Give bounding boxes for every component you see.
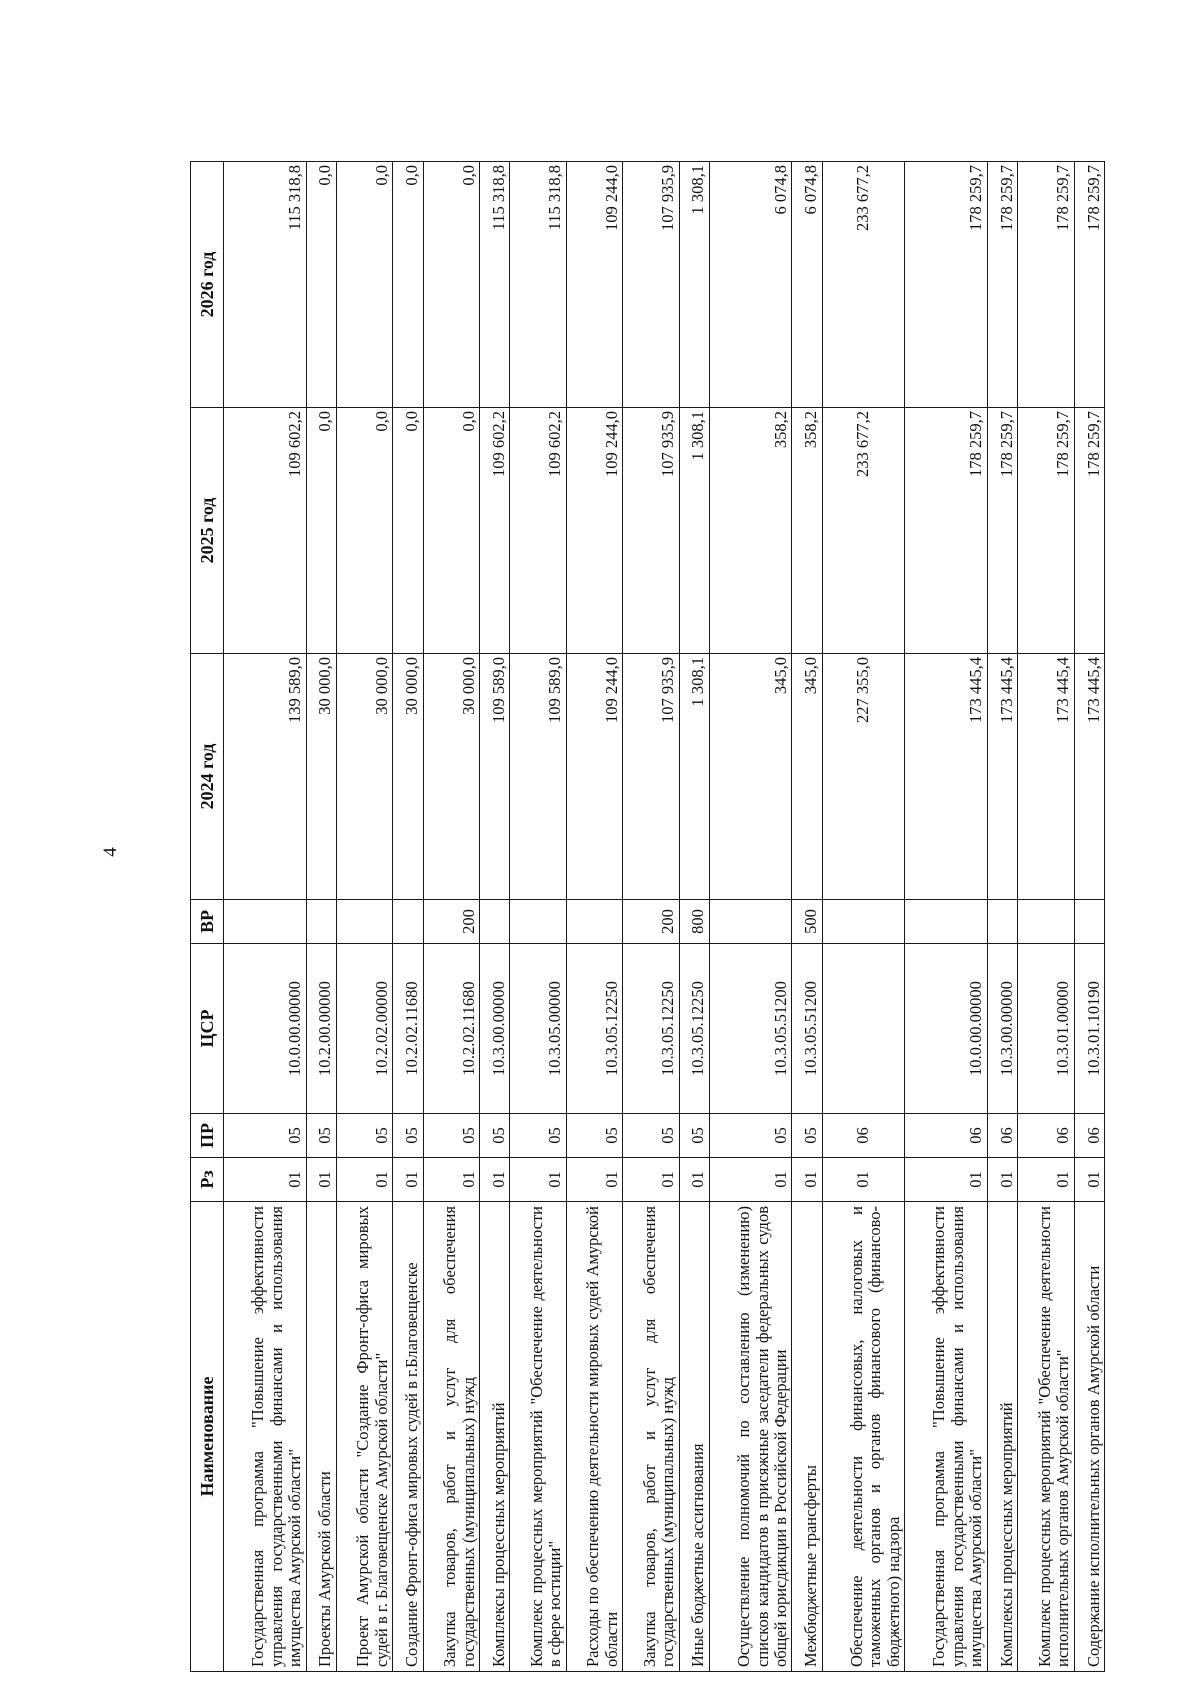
row-vr-cell bbox=[306, 900, 336, 944]
row-vr-cell: 500 bbox=[792, 900, 822, 944]
row-vr-cell bbox=[1018, 900, 1074, 944]
row-2026-cell: 0,0 bbox=[336, 162, 392, 408]
row-name-cell: Создание Фронт-офиса мировых судей в г.Благовещенске bbox=[393, 1202, 423, 1672]
header-name: Наименование bbox=[191, 1202, 224, 1672]
table-container bbox=[190, 162, 1105, 1672]
budget-table bbox=[190, 161, 1105, 1672]
row-2024-cell: 345,0 bbox=[709, 654, 792, 900]
row-2026-cell: 1 308,1 bbox=[679, 162, 709, 408]
row-csr-cell: 10.2.00.00000 bbox=[306, 944, 336, 1114]
row-2025-cell: 233 677,2 bbox=[822, 408, 905, 654]
row-2025-cell: 109 602,2 bbox=[510, 408, 566, 654]
row-pr-cell: 05 bbox=[510, 1114, 566, 1158]
row-2026-cell: 115 318,8 bbox=[510, 162, 566, 408]
row-name-cell: Комплексы процессных мероприятий bbox=[987, 1202, 1017, 1672]
row-rz-cell: 01 bbox=[987, 1158, 1017, 1202]
row-2025-cell: 358,2 bbox=[792, 408, 822, 654]
row-csr-cell: 10.3.05.51200 bbox=[792, 944, 822, 1114]
row-rz-cell: 01 bbox=[423, 1158, 479, 1202]
row-pr-cell: 05 bbox=[709, 1114, 792, 1158]
table-row bbox=[566, 162, 622, 1672]
row-2024-cell: 173 445,4 bbox=[987, 654, 1017, 900]
row-csr-cell bbox=[822, 944, 905, 1114]
header-rz: Рз bbox=[191, 1158, 224, 1202]
table-row bbox=[1074, 162, 1104, 1672]
row-name-cell: Проекты Амурской области bbox=[306, 1202, 336, 1672]
table-row bbox=[306, 162, 336, 1672]
row-name-cell: Содержание исполнительных органов Амурской области bbox=[1074, 1202, 1104, 1672]
row-rz-cell: 01 bbox=[679, 1158, 709, 1202]
table-row bbox=[679, 162, 709, 1672]
row-2024-cell: 227 355,0 bbox=[822, 654, 905, 900]
row-2025-cell: 358,2 bbox=[709, 408, 792, 654]
table-row bbox=[393, 162, 423, 1672]
row-2026-cell: 109 244,0 bbox=[566, 162, 622, 408]
row-2024-cell: 109 589,0 bbox=[480, 654, 510, 900]
table-row bbox=[623, 162, 679, 1672]
row-2026-cell: 178 259,7 bbox=[987, 162, 1017, 408]
row-2026-cell: 0,0 bbox=[393, 162, 423, 408]
row-rz-cell: 01 bbox=[792, 1158, 822, 1202]
row-2026-cell: 178 259,7 bbox=[905, 162, 988, 408]
table-row bbox=[709, 162, 792, 1672]
row-vr-cell bbox=[1074, 900, 1104, 944]
header-vr: ВР bbox=[191, 900, 224, 944]
row-pr-cell: 05 bbox=[679, 1114, 709, 1158]
row-2026-cell: 178 259,7 bbox=[1074, 162, 1104, 408]
row-rz-cell: 01 bbox=[1074, 1158, 1104, 1202]
row-csr-cell: 10.3.05.51200 bbox=[709, 944, 792, 1114]
row-csr-cell: 10.3.05.12250 bbox=[679, 944, 709, 1114]
row-2026-cell: 115 318,8 bbox=[480, 162, 510, 408]
row-2024-cell: 173 445,4 bbox=[905, 654, 988, 900]
page-number: 4 bbox=[100, 847, 121, 857]
row-pr-cell: 06 bbox=[987, 1114, 1017, 1158]
header-2026: 2026 год bbox=[191, 162, 224, 408]
row-name-cell: Комплекс процессных мероприятий "Обеспечение деятельности исполнительных органов Амурской области" bbox=[1018, 1202, 1074, 1672]
table-row bbox=[510, 162, 566, 1672]
row-vr-cell bbox=[224, 900, 307, 944]
row-rz-cell: 01 bbox=[510, 1158, 566, 1202]
row-name-cell: Государственная программа "Повышение эффективности управления государственными финансами и использования имущества Амурской области" bbox=[224, 1202, 307, 1672]
row-2025-cell: 109 244,0 bbox=[566, 408, 622, 654]
row-2026-cell: 115 318,8 bbox=[224, 162, 307, 408]
row-csr-cell: 10.0.00.00000 bbox=[224, 944, 307, 1114]
row-csr-cell: 10.2.02.11680 bbox=[393, 944, 423, 1114]
row-2025-cell: 0,0 bbox=[423, 408, 479, 654]
table-body bbox=[224, 162, 1105, 1672]
row-csr-cell: 10.2.02.11680 bbox=[423, 944, 479, 1114]
row-pr-cell: 06 bbox=[905, 1114, 988, 1158]
row-2024-cell: 173 445,4 bbox=[1074, 654, 1104, 900]
row-csr-cell: 10.3.00.00000 bbox=[480, 944, 510, 1114]
row-2025-cell: 0,0 bbox=[393, 408, 423, 654]
row-csr-cell: 10.3.05.12250 bbox=[566, 944, 622, 1114]
row-vr-cell bbox=[905, 900, 988, 944]
row-pr-cell: 06 bbox=[1018, 1114, 1074, 1158]
rotated-table-frame bbox=[190, 162, 1105, 1672]
row-pr-cell: 05 bbox=[566, 1114, 622, 1158]
row-rz-cell: 01 bbox=[306, 1158, 336, 1202]
header-pr: ПР bbox=[191, 1114, 224, 1158]
row-2025-cell: 109 602,2 bbox=[480, 408, 510, 654]
row-pr-cell: 05 bbox=[306, 1114, 336, 1158]
row-csr-cell: 10.3.05.12250 bbox=[623, 944, 679, 1114]
header-2025: 2025 год bbox=[191, 408, 224, 654]
row-pr-cell: 05 bbox=[224, 1114, 307, 1158]
row-name-cell: Государственная программа "Повышение эффективности управления государственными финансами и использования имущества Амурской области" bbox=[905, 1202, 988, 1672]
row-2024-cell: 109 244,0 bbox=[566, 654, 622, 900]
row-csr-cell: 10.3.00.00000 bbox=[987, 944, 1017, 1114]
row-rz-cell: 01 bbox=[480, 1158, 510, 1202]
row-csr-cell: 10.3.01.00000 bbox=[1018, 944, 1074, 1114]
row-pr-cell: 05 bbox=[423, 1114, 479, 1158]
row-2025-cell: 178 259,7 bbox=[1074, 408, 1104, 654]
row-csr-cell: 10.3.01.10190 bbox=[1074, 944, 1104, 1114]
row-rz-cell: 01 bbox=[1018, 1158, 1074, 1202]
table-row bbox=[987, 162, 1017, 1672]
table-row bbox=[423, 162, 479, 1672]
row-rz-cell: 01 bbox=[224, 1158, 307, 1202]
row-name-cell: Обеспечение деятельности финансовых, налоговых и таможенных органов и органов финансового (финансово-бюджетного) надзора bbox=[822, 1202, 905, 1672]
row-csr-cell: 10.0.00.00000 bbox=[905, 944, 988, 1114]
row-csr-cell: 10.3.05.00000 bbox=[510, 944, 566, 1114]
row-vr-cell bbox=[393, 900, 423, 944]
row-pr-cell: 06 bbox=[1074, 1114, 1104, 1158]
row-rz-cell: 01 bbox=[709, 1158, 792, 1202]
row-2025-cell: 178 259,7 bbox=[1018, 408, 1074, 654]
header-2024: 2024 год bbox=[191, 654, 224, 900]
row-2025-cell: 0,0 bbox=[336, 408, 392, 654]
row-name-cell: Комплекс процессных мероприятий "Обеспечение деятельности в сфере юстиции" bbox=[510, 1202, 566, 1672]
row-rz-cell: 01 bbox=[336, 1158, 392, 1202]
row-name-cell: Комплексы процессных мероприятий bbox=[480, 1202, 510, 1672]
row-pr-cell: 05 bbox=[792, 1114, 822, 1158]
row-2026-cell: 6 074,8 bbox=[709, 162, 792, 408]
row-2025-cell: 178 259,7 bbox=[987, 408, 1017, 654]
row-2025-cell: 1 308,1 bbox=[679, 408, 709, 654]
row-rz-cell: 01 bbox=[905, 1158, 988, 1202]
table-row bbox=[224, 162, 307, 1672]
row-2024-cell: 30 000,0 bbox=[393, 654, 423, 900]
table-row bbox=[336, 162, 392, 1672]
row-pr-cell: 06 bbox=[822, 1114, 905, 1158]
row-csr-cell: 10.2.02.00000 bbox=[336, 944, 392, 1114]
row-2026-cell: 6 074,8 bbox=[792, 162, 822, 408]
row-vr-cell bbox=[510, 900, 566, 944]
row-2024-cell: 30 000,0 bbox=[306, 654, 336, 900]
row-vr-cell bbox=[709, 900, 792, 944]
row-vr-cell bbox=[987, 900, 1017, 944]
row-2024-cell: 30 000,0 bbox=[336, 654, 392, 900]
row-2026-cell: 233 677,2 bbox=[822, 162, 905, 408]
row-rz-cell: 01 bbox=[393, 1158, 423, 1202]
row-name-cell: Закупка товаров, работ и услуг для обеспечения государственных (муниципальных) нужд bbox=[423, 1202, 479, 1672]
row-name-cell: Межбюджетные трансферты bbox=[792, 1202, 822, 1672]
row-vr-cell bbox=[336, 900, 392, 944]
row-rz-cell: 01 bbox=[566, 1158, 622, 1202]
row-2025-cell: 0,0 bbox=[306, 408, 336, 654]
row-2024-cell: 1 308,1 bbox=[679, 654, 709, 900]
row-vr-cell bbox=[822, 900, 905, 944]
row-name-cell: Осуществление полномочий по составлению (изменению) списков кандидатов в присяжные заседатели федеральных судов общей юрисдикции в Российской Федерации bbox=[709, 1202, 792, 1672]
row-2026-cell: 0,0 bbox=[423, 162, 479, 408]
row-rz-cell: 01 bbox=[822, 1158, 905, 1202]
row-2025-cell: 109 602,2 bbox=[224, 408, 307, 654]
row-vr-cell: 200 bbox=[423, 900, 479, 944]
row-2024-cell: 139 589,0 bbox=[224, 654, 307, 900]
row-vr-cell: 200 bbox=[623, 900, 679, 944]
row-2025-cell: 178 259,7 bbox=[905, 408, 988, 654]
row-2026-cell: 0,0 bbox=[306, 162, 336, 408]
table-header-row bbox=[191, 162, 224, 1672]
row-name-cell: Закупка товаров, работ и услуг для обеспечения государственных (муниципальных) нужд bbox=[623, 1202, 679, 1672]
row-pr-cell: 05 bbox=[336, 1114, 392, 1158]
row-2024-cell: 109 589,0 bbox=[510, 654, 566, 900]
row-pr-cell: 05 bbox=[480, 1114, 510, 1158]
table-row bbox=[480, 162, 510, 1672]
table-row bbox=[1018, 162, 1074, 1672]
row-2025-cell: 107 935,9 bbox=[623, 408, 679, 654]
row-name-cell: Иные бюджетные ассигнования bbox=[679, 1202, 709, 1672]
row-2024-cell: 30 000,0 bbox=[423, 654, 479, 900]
row-vr-cell: 800 bbox=[679, 900, 709, 944]
row-vr-cell bbox=[566, 900, 622, 944]
row-2024-cell: 107 935,9 bbox=[623, 654, 679, 900]
row-name-cell: Расходы по обеспечению деятельности мировых судей Амурской области bbox=[566, 1202, 622, 1672]
row-name-cell: Проект Амурской области "Создание Фронт-офиса мировых судей в г. Благовещенске Амурской области" bbox=[336, 1202, 392, 1672]
table-row bbox=[905, 162, 988, 1672]
row-2026-cell: 107 935,9 bbox=[623, 162, 679, 408]
row-2024-cell: 173 445,4 bbox=[1018, 654, 1074, 900]
row-pr-cell: 05 bbox=[623, 1114, 679, 1158]
row-rz-cell: 01 bbox=[623, 1158, 679, 1202]
row-2026-cell: 178 259,7 bbox=[1018, 162, 1074, 408]
header-csr: ЦСР bbox=[191, 944, 224, 1114]
table-row bbox=[822, 162, 905, 1672]
row-vr-cell bbox=[480, 900, 510, 944]
table-row bbox=[792, 162, 822, 1672]
row-pr-cell: 05 bbox=[393, 1114, 423, 1158]
row-2024-cell: 345,0 bbox=[792, 654, 822, 900]
